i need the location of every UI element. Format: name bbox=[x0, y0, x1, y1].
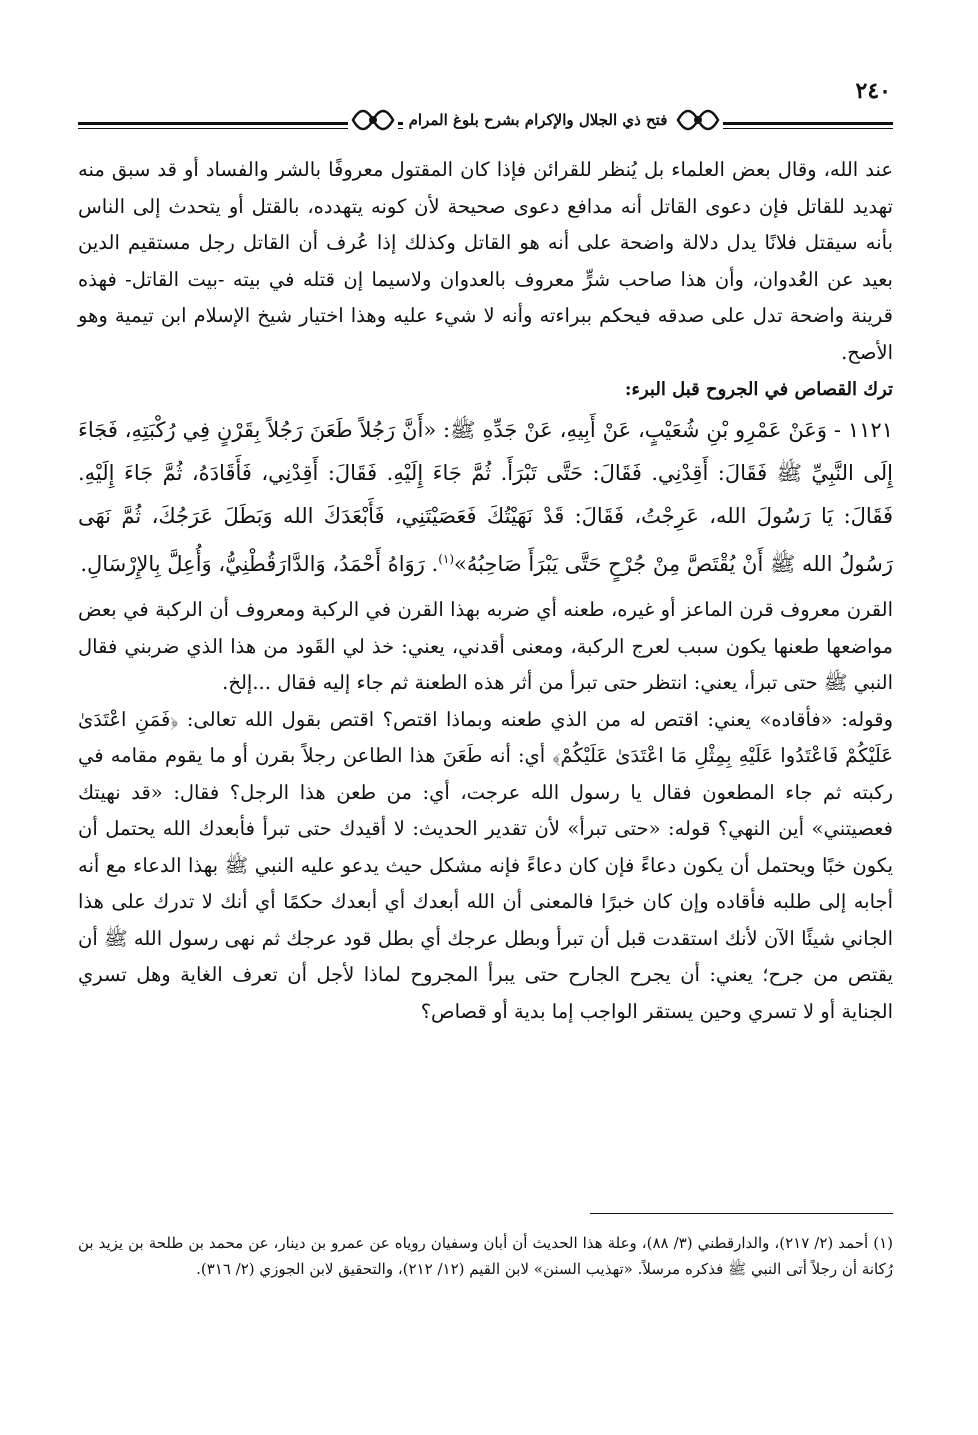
page-number: ٢٤٠ bbox=[855, 78, 891, 104]
commentary-paragraph-2: وقوله: «فأقاده» يعني: اقتص له من الذي طعنه وبماذا اقتص؟ اقتص بقول الله تعالى: ﴿فَمَنِ اعْتَدَىٰ عَلَيْكُمْ فَاعْتَدُوا عَلَيْهِ بِمِثْلِ مَا اعْتَدَىٰ عَلَيْكُمْ﴾ أي: أنه طَعَنَ هذا الطاعن رجلاً بقرن أو ما يقوم مقامه في ركبته ثم جاء المطعون فقال يا رسول الله عرجت، أي: من طعن هذا الرجل؟ فقال: «قد نهيتك فعصيتني» أين النهي؟ قوله: «حتى تبرأ» لأن تقدير الحديث: لا أقيدك حتى تبرأ فأبعدك الله يحتمل أن يكون خبًا ويحتمل أن يكون دعاءً فإن كان دعاءً فإنه مشكل حيث يدعو عليه النبي ﷺ بهذا الدعاء مع أنه أجابه إلى طلبه فأقاده وإن كان خبرًا فالمعنى أن الله أبعدك أي أبعدك حكمًا أي أنك لا تدرك على هذا الجاني شيئًا الآن لأنك استقدت قبل أن تبرأ وبطل عرجك أي بطل قود عرجك ثم نهى رسول الله ﷺ أن يقتص من جرح؛ يعني: أن يجرح الجارح حتى يبرأ المجروح لماذا لأجل أن تعرف الغاية وهل تسري الجناية أو لا تسري وحين يستقر الواجب إما بدية أو قصاص؟ bbox=[78, 707, 893, 1023]
footnote-ref[interactable]: (١) bbox=[438, 552, 455, 566]
hadith-source: . رَوَاهُ أَحْمَدُ، وَالدَّارَقُطْنِيُّ، وَأُعِلَّ بِالإِرْسَالِ. bbox=[80, 552, 439, 576]
hadith-text: ١١٢١ - وَعَنْ عَمْرِو بْنِ شُعَيْبٍ، عَنْ أَبِيهِ، عَنْ جَدِّهِ ﷺ: «أَنَّ رَجُلاً طَعَنَ رَجُلاً بِقَرْنٍ فِي رُكْبَتِهِ، فَجَاءَ إِلَى النَّبِيِّ ﷺ فَقَالَ: أَقِدْنِي. فَقَالَ: حَتَّى تَبْرَأَ. ثُمَّ جَاءَ إِلَيْهِ. فَقَالَ: أَقِدْنِي، فَأَقَادَهُ، ثُمَّ جَاءَ إِلَيْهِ. فَقَالَ: يَا رَسُولَ الله، عَرِجْتُ، فَقَالَ: قَدْ نَهَيْتُكَ فَعَصَيْتَنِي، فَأَبْعَدَكَ الله وَبَطَلَ عَرَجُكَ، ثُمَّ نَهَى رَسُولُ الله ﷺ أَنْ يُقْتَصَّ مِنْ جُرْحٍ حَتَّى يَبْرَأَ صَاحِبُهُ» bbox=[78, 418, 893, 576]
footnotes bbox=[78, 1230, 893, 1282]
page-header bbox=[78, 78, 893, 148]
intro-paragraph: عند الله، وقال بعض العلماء بل يُنظر للقرائن فإذا كان المقتول معروفًا بالشر والفساد أو قد سبق منه تهديد للقاتل فإن دعوى القاتل أنه مدافع دعوى صحيحة لأن كونه يتهدده، بالقتل أو يتحدث إلى الناس بأنه سيقتل فلانًا يدل دلالة واضحة على أنه هو القاتل وكذلك إذا عُرف أن القاتل رجل مستقيم الدين بعيد عن العُدوان، وأن هذا صاحب شرٍّ معروف بالعدوان ولاسيما إن قتله في بيته -بيت القاتل- فهذه قرينة واضحة تدل على صدقه فيحكم ببراءته وأنه لا شيء عليه وهذا اختيار شيخ الإسلام ابن تيمية وهو الأصح. bbox=[78, 158, 893, 364]
commentary-paragraph-1: القرن معروف قرن الماعز أو غيره، طعنه أي ضربه بهذا القرن في الركبة ومعروف أن الركبة في بعض مواضعها طعنها يكون سبب لعرج الركبة، ومعنى أقدني، يعني: خذ لي القَود من هذا الذي ضربني فقال النبي ﷺ حتى تبرأ، يعني: انتظر حتى تبرأ من أثر هذه الطعنة ثم جاء إليه فقال ...إلخ. bbox=[78, 598, 893, 694]
hadith-block bbox=[78, 409, 893, 586]
ornament-right-icon bbox=[673, 100, 723, 140]
footnote-separator bbox=[590, 1213, 893, 1214]
ornament-left-icon bbox=[348, 100, 398, 140]
book-title: فتح ذي الجلال والإكرام بشرح بلوغ المرام bbox=[403, 100, 673, 140]
section-heading: ترك القصاص في الجروح قبل البرء: bbox=[624, 379, 893, 400]
page-body bbox=[78, 152, 893, 1030]
footnote-1: (١) أحمد (٢/ ٢١٧)، والدارقطني (٣/ ٨٨)، وعلة هذا الحديث أن أبان وسفيان روياه عن عمرو بن دينار، عن محمد بن طلحة بن يزيد بن رُكانة أن رجلاً أتى النبي ﷺ فذكره مرسلاً. «تهذيب السنن» لابن القيم (١٢/ ٢١٢)، والتحقيق لابن الجوزي (٢/ ٣١٦). bbox=[78, 1234, 893, 1278]
